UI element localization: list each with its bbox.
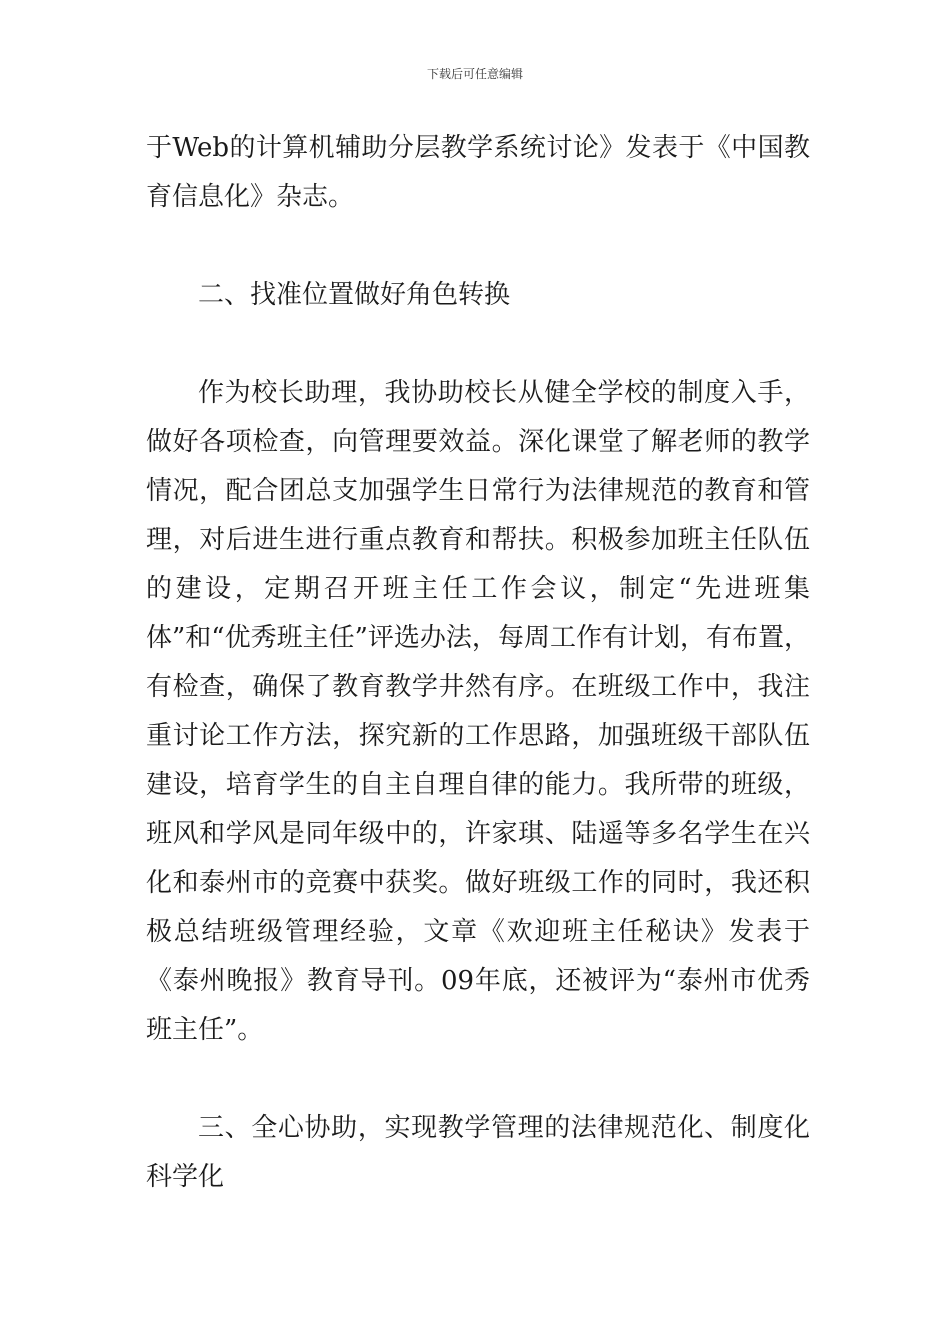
section-heading-3: 三、全心协助，实现教学管理的法律规范化、制度化科学化 [146, 1113, 810, 1192]
paragraph-gap [146, 320, 810, 369]
paragraph-body: 作为校长助理，我协助校长从健全学校的制度入手，做好各项检查，向管理要效益。深化课堂了解老师的教学情况，配合团总支加强学生日常行为法律规范的教育和管理，对后进生进行重点教育和帮扶。积极参加班主任队伍的建设，定期召开班主任工作会议，制定“先进班集体”和“优秀班主任”评选办法，每周工作有计划，有布置，有检查，确保了教育教学井然有序。在班级工作中，我注重讨论工作方法，探究新的工作思路，加强班级干部队伍建设，培育学生的自主自理自律的能力。我所带的班级，班风和学风是同年级中的，许家琪、陆遥等多名学生在兴化和泰州市的竞赛中获奖。做好班级工作的同时，我还积极总结班级管理经验，文章《欢迎班主任秘诀》发表于《泰州晚报》教育导刊。09年底，还被评为“泰州市优秀班主任”。 [146, 378, 810, 1045]
document-body [146, 124, 810, 1202]
page-header: 下载后可任意编辑 [426, 67, 523, 81]
paragraph-continuation: 于Web的计算机辅助分层教学系统讨论》发表于《中国教育信息化》杂志。 [146, 133, 810, 212]
paragraph-gap [146, 1055, 810, 1104]
paragraph-gap [146, 222, 810, 271]
section-heading-2: 二、找准位置做好角色转换 [198, 280, 511, 310]
